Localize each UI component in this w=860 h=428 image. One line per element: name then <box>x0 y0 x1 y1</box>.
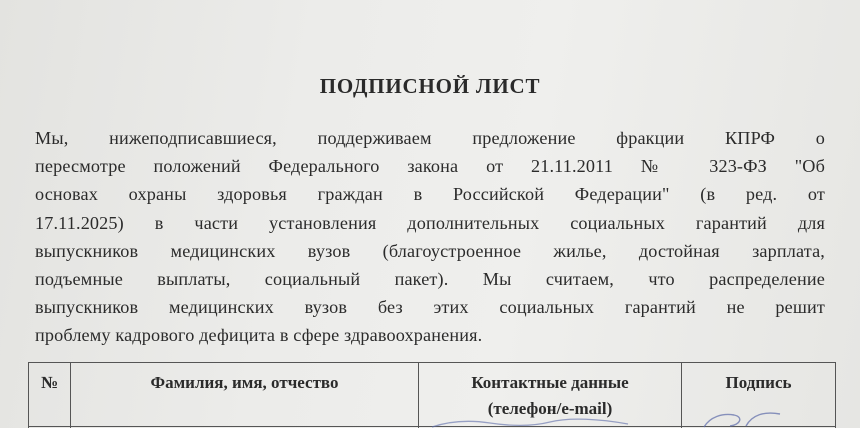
signature-ink-mark <box>700 411 790 428</box>
petition-text-line: 17.11.2025) в части установления дополнительных социальных гарантий для <box>35 212 825 233</box>
column-header-full-name: Фамилия, имя, отчество <box>71 363 419 427</box>
petition-text <box>35 124 825 350</box>
column-header-number: № <box>29 363 71 427</box>
petition-text-line: пересмотре положений Федерального закона от 21.11.2011 № 323-ФЗ "Об <box>35 156 825 177</box>
column-header-contacts-line1: Контактные данные <box>471 373 629 392</box>
petition-text-line: подъемные выплаты, социальный пакет). Мы считаем, что распределение <box>35 269 825 290</box>
petition-text-line: проблему кадрового дефицита в сфере здравоохранения. <box>35 325 483 346</box>
handwriting-ink-mark <box>430 418 630 428</box>
column-header-contacts-line2: (телефон/e-mail) <box>487 399 613 418</box>
document-title: ПОДПИСНОЙ ЛИСТ <box>319 74 541 98</box>
petition-text-line: Мы, нижеподписавшиеся, поддерживаем предложение фракции КПРФ о <box>35 128 825 148</box>
petition-text-line: выпускников медицинских вузов без этих социальных гарантий не решит <box>35 297 825 318</box>
petition-text-line: основах охраны здоровья граждан в Российской Федерации" (в ред. от <box>35 184 825 205</box>
petition-text-line: выпускников медицинских вузов (благоустроенное жилье, достойная зарплата, <box>35 240 825 261</box>
column-header-signature: Подпись <box>682 363 836 427</box>
column-header-contacts <box>419 363 682 427</box>
